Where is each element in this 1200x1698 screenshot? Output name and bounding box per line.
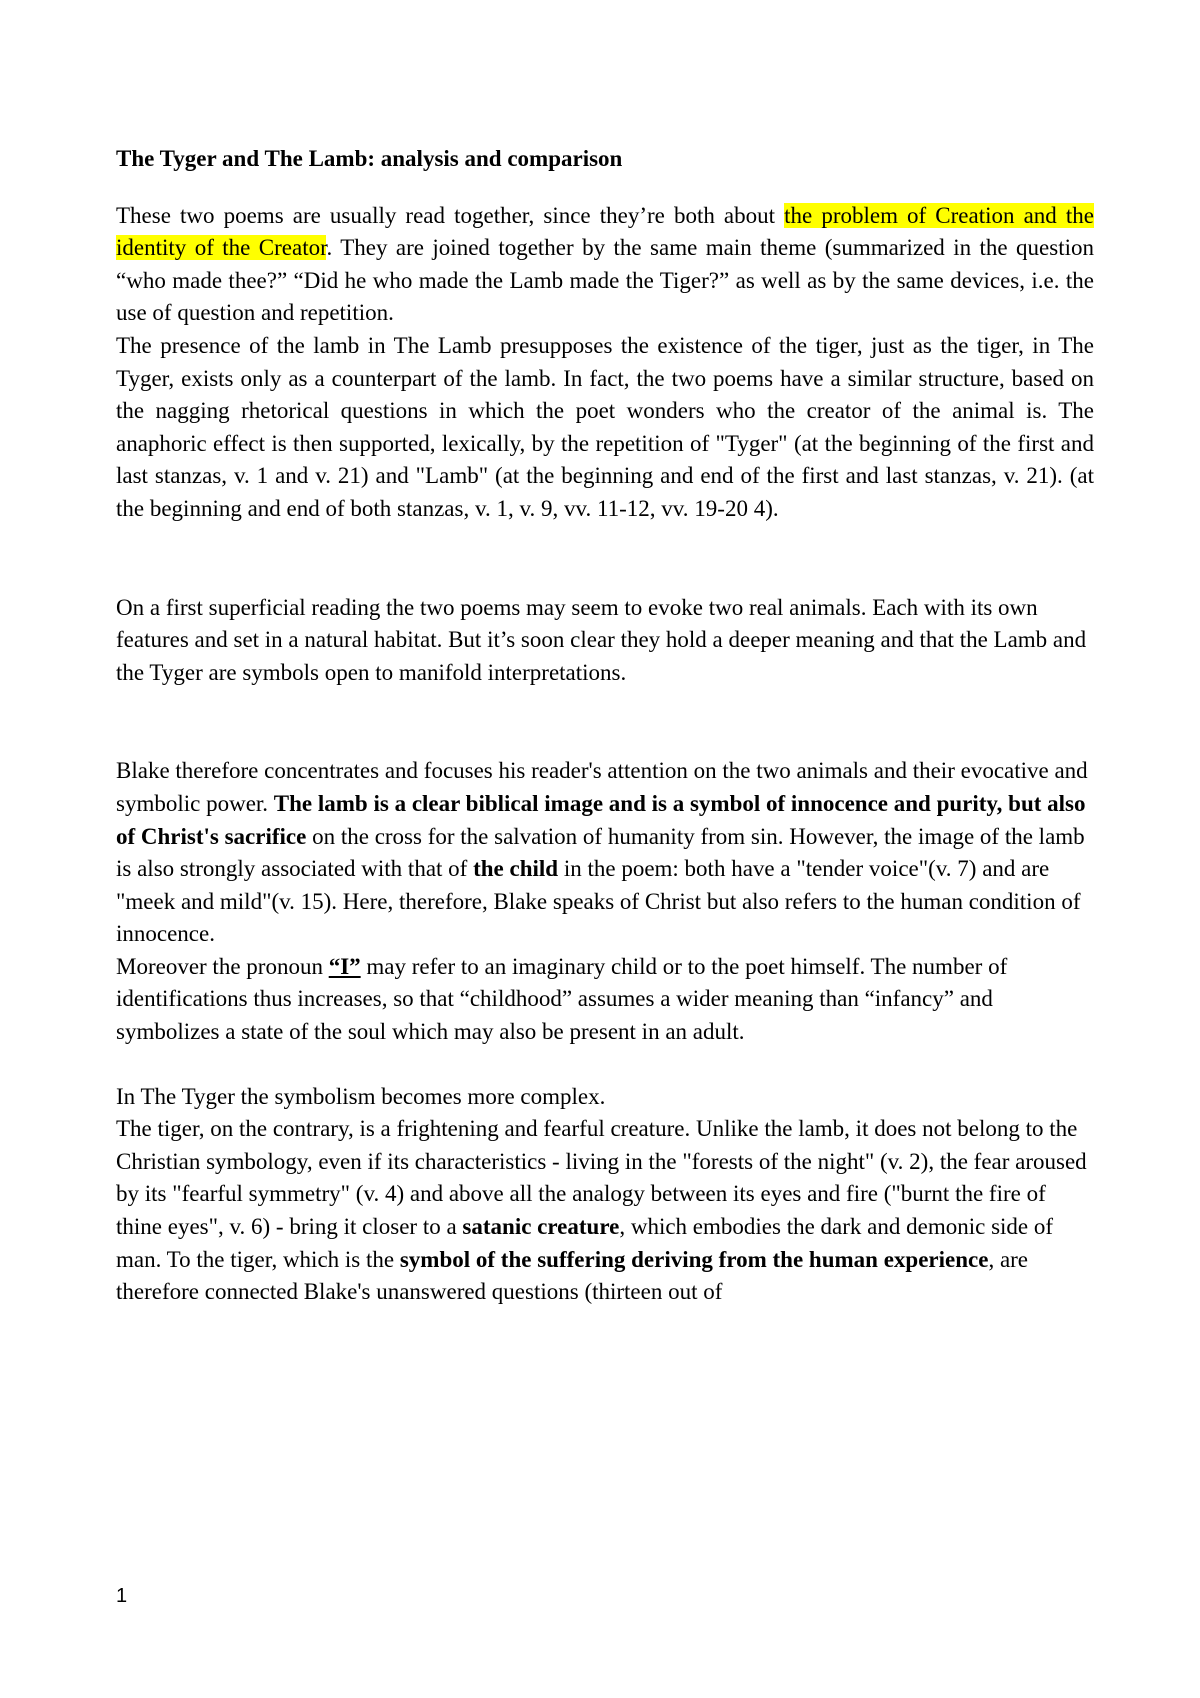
spacer (116, 689, 1094, 755)
paragraph-tiger-text-b: , which embodies the dark and demonic side of man. To the tiger, which is the (116, 1214, 1054, 1272)
paragraph-tyger-intro: In The Tyger the symbolism becomes more complex. (116, 1083, 606, 1109)
spacer (116, 526, 1094, 592)
paragraph-lamb-text-c: in the poem: both have a "tender voice"(v. 7) and are "meek and mild"(v. 15). Here, therefore, Blake speaks of Christ but also refers to the human condition of innocence. (116, 856, 1081, 947)
bold-lamb-symbol: The lamb is a clear biblical image and is a symbol of innocence and purity, but also of Christ's sacrifice (116, 790, 1086, 849)
paragraph-lamb-text-a: Blake therefore concentrates and focuses his reader's attention on the two animals and their evocative and symbolic power. (116, 758, 1088, 816)
paragraph-lamb-text-b: on the cross for the salvation of humanity from sin. However, the image of the lamb is also strongly associated with that of (116, 823, 1085, 882)
page-number: 1 (116, 1585, 128, 1607)
paragraph-intro-text-b: . They are joined together by the same main theme (summarized in the question “who made thee?” “Did he who made the Lamb made the Tiger?” as well as by the same devices, i.e. the use of question and repetition. (116, 235, 1094, 326)
paragraph-structure: The presence of the lamb in The Lamb presupposes the existence of the tiger, just as the tiger, in The Tyger, exists only as a counterpart of the lamb. In fact, the two poems have a similar structure, based on the nagging rhetorical questions in which the poet wonders who the creator of the animal is. The anaphoric effect is then supported, lexically, by the repetition of "Tyger" (at the beginning of the first and last stanzas, v. 1 and v. 21) and "Lamb" (at the beginning and end of the first and last stanzas, v. 21). (at the beginning and end of both stanzas, v. 1, v. 9, vv. 11-12, vv. 19-20 4). (116, 332, 1094, 521)
paragraph-tiger-text-a: The tiger, on the contrary, is a frightening and fearful creature. Unlike the lamb, it does not belong to the Christian symbology, even if its characteristics - living in the "forests of the night" (v. 2), the fear aroused by its "fearful symmetry" (v. 4) and above all the analogy between its eyes and fire ("burnt the fire of thine eyes", v. 6) - bring it closer to a (116, 1116, 1087, 1240)
highlighted-text: the problem of Creation and the identity of the Creator (116, 202, 1094, 261)
document-body (116, 143, 1094, 1309)
underlined-pronoun: “I” (328, 953, 361, 979)
bold-satanic-creature: satanic creature (462, 1214, 620, 1240)
paragraph-tiger-text-c: , are therefore connected Blake's unanswered questions (thirteen out of (116, 1246, 1029, 1305)
paragraph-pronoun (116, 951, 1094, 1049)
paragraph-lamb (116, 755, 1094, 951)
paragraph-pronoun-text-b: may refer to an imaginary child or to the poet himself. The number of identifications thus increases, so that “childhood” assumes a wider meaning than “infancy” and symbolizes a state of the soul which may also be present in an adult. (116, 953, 1008, 1045)
paragraph-intro (116, 200, 1094, 330)
paragraph-pronoun-text-a: Moreover the pronoun (116, 953, 329, 979)
paragraph-first-reading: On a first superficial reading the two poems may seem to evoke two real animals. Each with its own features and set in a natural habitat. But it’s soon clear they hold a deeper meaning and that the Lamb and the Tyger are symbols open to manifold interpretations. (116, 594, 1087, 685)
bold-suffering-symbol: symbol of the suffering deriving from the human experience (399, 1246, 989, 1272)
paragraph-intro-text-a: These two poems are usually read together, since they’re both about (116, 202, 785, 228)
bold-the-child: the child (473, 856, 559, 882)
spacer (116, 1049, 1094, 1081)
document-title: The Tyger and The Lamb: analysis and comparison (116, 146, 623, 171)
paragraph-tiger (116, 1113, 1094, 1309)
